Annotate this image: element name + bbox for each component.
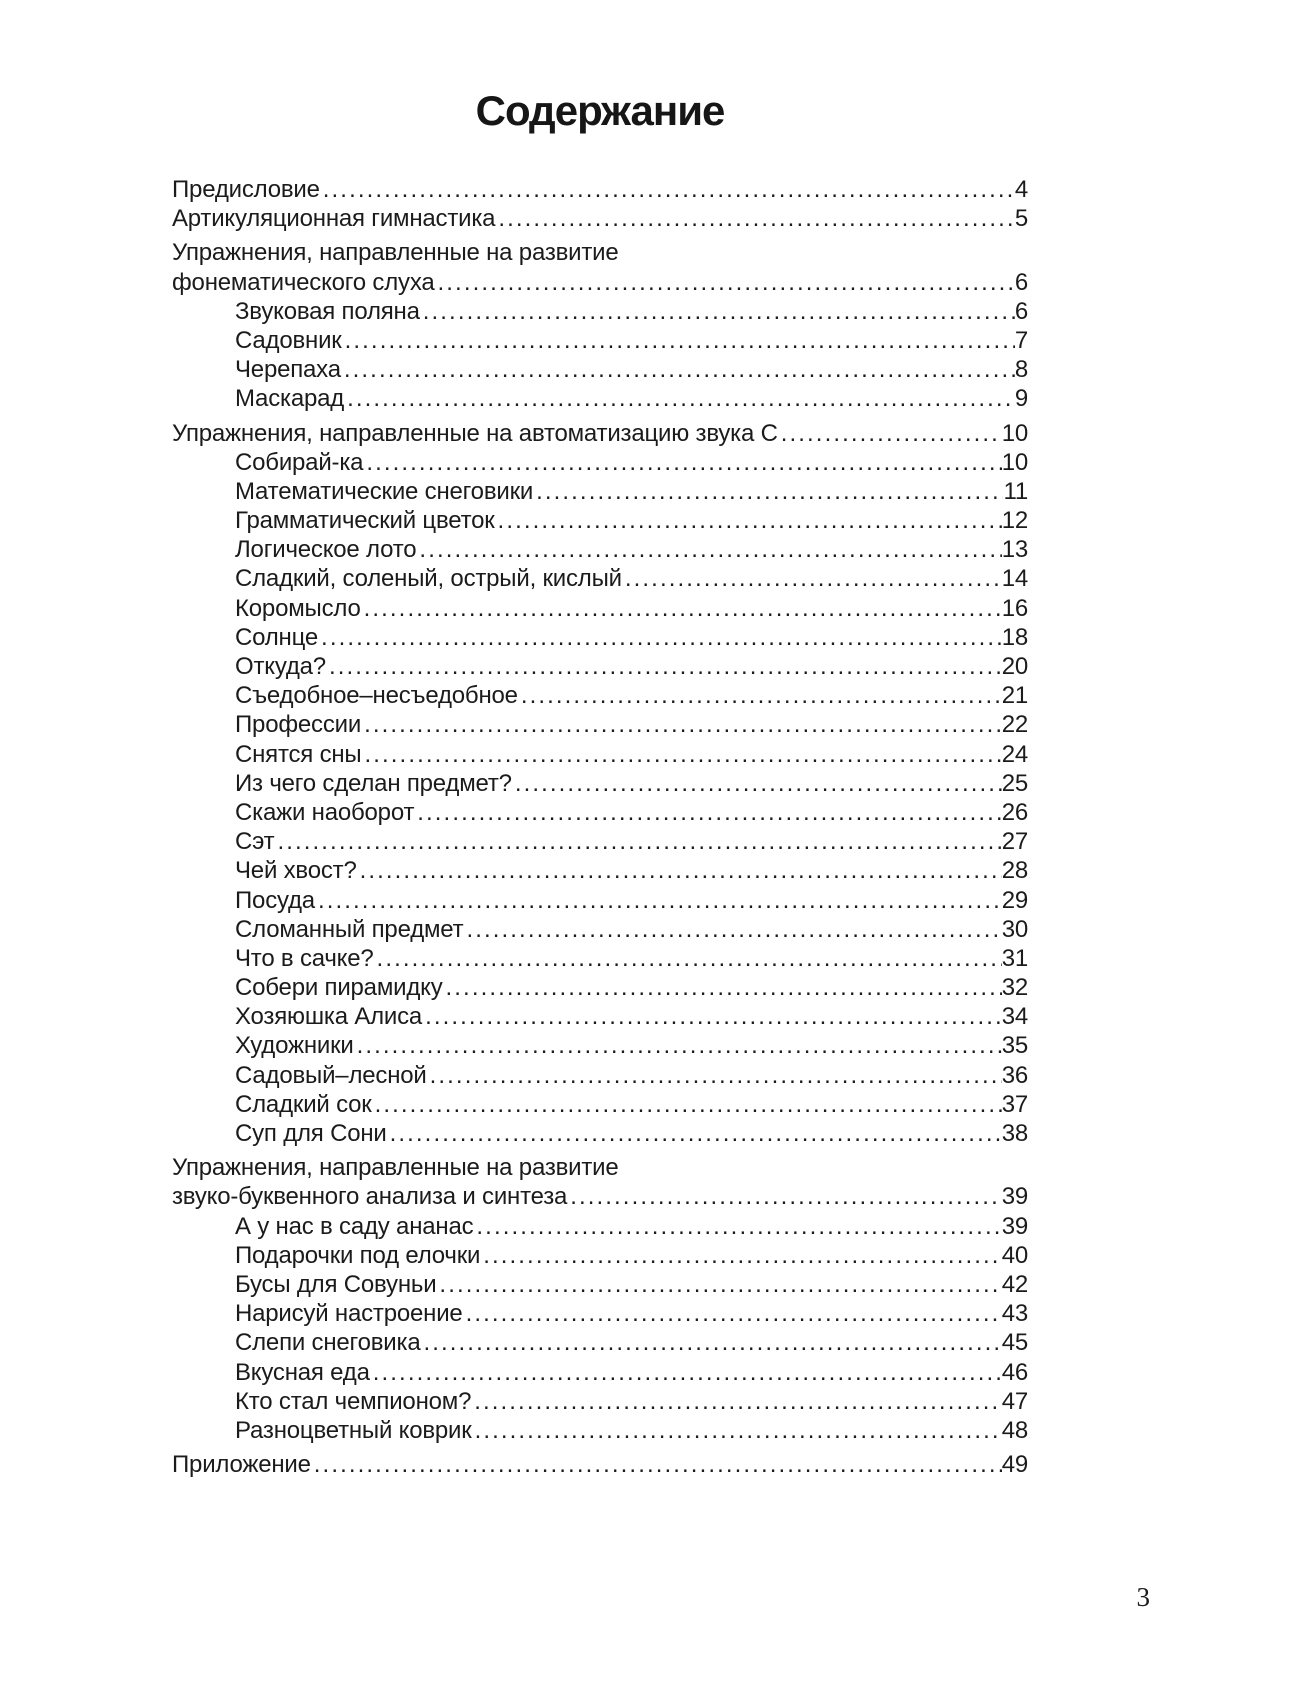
toc-entry-page: 32 [1001,974,1028,1002]
toc-entry-page: 38 [1001,1120,1028,1147]
dot-leader [439,1270,1001,1299]
dot-leader [498,506,1002,535]
toc-row [172,1182,1028,1211]
toc-entry-label: Кто стал чемпионом? [235,1387,472,1415]
toc-entry-page: 7 [1014,326,1028,354]
toc-row [172,297,1028,326]
toc-entry-page: 18 [1001,623,1028,651]
toc-entry-label: Посуда [235,886,315,914]
toc-entry-page: 26 [1001,798,1028,826]
toc-row [172,623,1028,652]
toc-entry-page: 45 [1001,1329,1028,1357]
toc-row [172,681,1028,710]
toc-entry-label: Упражнения, направленные на развитие [172,1154,619,1182]
toc-entry-label: Съедобное–несъедобное [235,682,518,710]
toc-entry-label: Вкусная еда [235,1358,370,1386]
toc-entry-label: Снятся сны [235,740,362,768]
toc-entry-label: Откуда? [235,653,326,680]
toc-entry-label: Логическое лото [235,536,417,564]
dot-leader [366,448,1001,477]
toc-entry-label: Из чего сделан предмет? [235,769,512,797]
toc-row [172,384,1028,413]
toc-entry-label: Слепи снеговика [235,1329,421,1357]
toc-row [172,594,1028,623]
page-title: Содержание [475,87,725,134]
toc-entry-label: Садовый–лесной [235,1061,427,1089]
toc-row [172,268,1028,297]
toc-entry-page: 47 [1001,1387,1028,1415]
dot-leader [425,1002,1002,1031]
toc-entry-label: Художники [235,1032,354,1060]
dot-leader [377,944,1002,973]
dot-leader [417,798,1001,827]
toc-row [172,1416,1028,1445]
toc-entry-page: 35 [1001,1032,1028,1060]
toc-row [172,448,1028,477]
toc-entry-page: 30 [1001,915,1028,943]
dot-leader [446,973,1002,1002]
toc-entry-label: звуко-буквенного анализа и синтеза [172,1183,568,1211]
toc-entry-label: Что в сачке? [235,944,374,972]
toc-entry-page: 13 [1001,536,1028,564]
toc-row [172,1031,1028,1060]
dot-leader [438,268,1015,297]
toc-entry-page: 25 [1001,769,1028,797]
toc-entry-page: 21 [1001,682,1028,710]
toc-entry-label: Бусы для Совуньи [235,1270,437,1298]
toc-row [172,1387,1028,1416]
toc-entry-page: 10 [1001,419,1028,447]
toc-row [172,1299,1028,1328]
toc-entry-label: Разноцветный коврик [235,1416,472,1444]
dot-leader [515,769,1002,798]
dot-leader [430,1061,1002,1090]
dot-leader [483,1241,1001,1270]
dot-leader [521,681,1002,710]
dot-leader [466,1299,1002,1328]
toc-entry-label: Черепаха [235,356,341,384]
page-number: 3 [1136,1582,1150,1612]
toc-entry-label: Сладкий сок [235,1090,372,1118]
toc-row [172,915,1028,944]
toc-entry-label: Хозяюшка Алиса [235,1003,423,1031]
toc-entry-page: 42 [1001,1270,1028,1298]
toc-entry-label: Грамматический цветок [235,507,495,535]
toc-row [172,652,1028,681]
toc-row [172,1153,1028,1182]
toc-entry-label: Коромысло [235,594,361,622]
dot-leader [474,1387,1001,1416]
toc-row [172,535,1028,564]
toc-entry-label: Солнце [235,623,319,651]
toc-row [172,175,1028,204]
toc-entry-label: фонематического слуха [172,268,435,296]
toc-entry-label: Звуковая поляна [235,297,420,325]
toc-row [172,973,1028,1002]
toc-row [172,740,1028,769]
toc-entry-page: 27 [1001,828,1028,856]
dot-leader [347,384,1015,413]
toc-row [172,1241,1028,1270]
toc-entry-page: 28 [1001,857,1028,885]
toc-entry-page: 34 [1001,1003,1028,1031]
dot-leader [364,740,1001,769]
dot-leader [344,355,1015,384]
dot-leader [476,1212,1001,1241]
dot-leader [323,175,1015,204]
toc-row [172,419,1028,448]
dot-leader [357,1031,1002,1060]
dot-leader [423,297,1015,326]
dot-leader [498,204,1015,233]
toc-entry-label: Сломанный предмет [235,915,464,943]
toc-entry-page: 39 [1001,1212,1028,1240]
toc-entry-label: Математические снеговики [235,477,534,505]
toc-entry-page: 8 [1014,356,1028,384]
toc-entry-label: А у нас в саду ананас [235,1212,474,1240]
toc-entry-label: Сладкий, соленый, острый, кислый [235,565,622,593]
toc-entry-page: 43 [1001,1300,1028,1328]
toc-row [172,1119,1028,1148]
toc-entry-label: Профессии [235,711,362,739]
dot-leader [570,1182,1002,1211]
toc-row [172,326,1028,355]
toc-entry-page: 6 [1014,268,1028,296]
toc-entry-label: Скажи наоборот [235,798,415,826]
toc-row [172,204,1028,233]
toc-row [172,856,1028,885]
toc-entry-page: 29 [1001,886,1028,914]
toc-entry-page: 36 [1001,1061,1028,1089]
dot-leader [329,652,1002,681]
toc-entry-page: 16 [1001,594,1028,622]
toc-entry-label: Упражнения, направленные на развитие [172,239,619,267]
dot-leader [625,564,1002,593]
toc-entry-page: 4 [1014,176,1028,203]
dot-leader [314,1450,1002,1479]
toc-entry-label: Предисловие [172,176,320,203]
dot-leader [536,477,1003,506]
toc-entry-label: Артикуляционная гимнастика [172,205,496,233]
toc-entry-label: Сэт [235,828,275,856]
toc-entry-label: Маскарад [235,385,345,413]
dot-leader [475,1416,1002,1445]
toc-entry-label: Упражнения, направленные на автоматизацию звука С [172,419,778,447]
toc-row [172,944,1028,973]
toc-entry-label: Подарочки под елочки [235,1241,481,1269]
toc-entry-page: 14 [1001,565,1028,593]
toc-entry-page: 46 [1001,1358,1028,1386]
dot-leader [390,1119,1002,1148]
dot-leader [364,594,1002,623]
toc-entry-page: 12 [1001,507,1028,535]
toc-entry-page: 11 [1003,477,1028,505]
dot-leader [321,623,1002,652]
toc-row [172,564,1028,593]
toc-row [172,1090,1028,1119]
toc-entry-page: 40 [1001,1241,1028,1269]
toc-entry-page: 49 [1001,1451,1028,1479]
dot-leader [781,419,1002,448]
toc-entry-label: Чей хвост? [235,857,357,885]
toc-entry-page: 31 [1001,944,1028,972]
toc-row [172,1450,1028,1479]
toc-entry-page: 48 [1001,1416,1028,1444]
toc-entry-label: Суп для Сони [235,1120,387,1147]
toc-row [172,1002,1028,1031]
toc-row [172,710,1028,739]
toc-row [172,769,1028,798]
dot-leader [277,827,1001,856]
dot-leader [419,535,1001,564]
toc-row [172,886,1028,915]
toc-row [172,827,1028,856]
dot-leader [364,710,1002,739]
toc-list [172,175,1028,1479]
toc-entry-page: 9 [1014,385,1028,413]
dot-leader [466,915,1001,944]
dot-leader [360,856,1002,885]
toc-entry-label: Собирай-ка [235,448,364,476]
toc-entry-page: 6 [1014,297,1028,325]
toc-row [172,1358,1028,1387]
dot-leader [375,1090,1002,1119]
toc-entry-page: 20 [1001,653,1028,680]
toc-entry-label: Собери пирамидку [235,974,443,1002]
toc-entry-label: Приложение [172,1451,311,1479]
toc-entry-page: 5 [1014,205,1028,233]
toc-row [172,1270,1028,1299]
toc-row [172,238,1028,267]
toc-entry-page: 24 [1001,740,1028,768]
toc-entry-page: 10 [1001,448,1028,476]
toc-entry-label: Садовник [235,326,342,354]
toc-row [172,477,1028,506]
toc-row [172,1212,1028,1241]
toc-row [172,798,1028,827]
dot-leader [423,1328,1001,1357]
dot-leader [318,886,1002,915]
toc-row [172,1061,1028,1090]
dot-leader [345,326,1015,355]
toc-entry-label: Нарисуй настроение [235,1300,463,1328]
dot-leader [373,1358,1002,1387]
toc-row [172,1328,1028,1357]
toc-entry-page: 22 [1001,711,1028,739]
toc-entry-page: 37 [1001,1090,1028,1118]
toc-row [172,506,1028,535]
toc-row [172,355,1028,384]
toc-entry-page: 39 [1001,1183,1028,1211]
